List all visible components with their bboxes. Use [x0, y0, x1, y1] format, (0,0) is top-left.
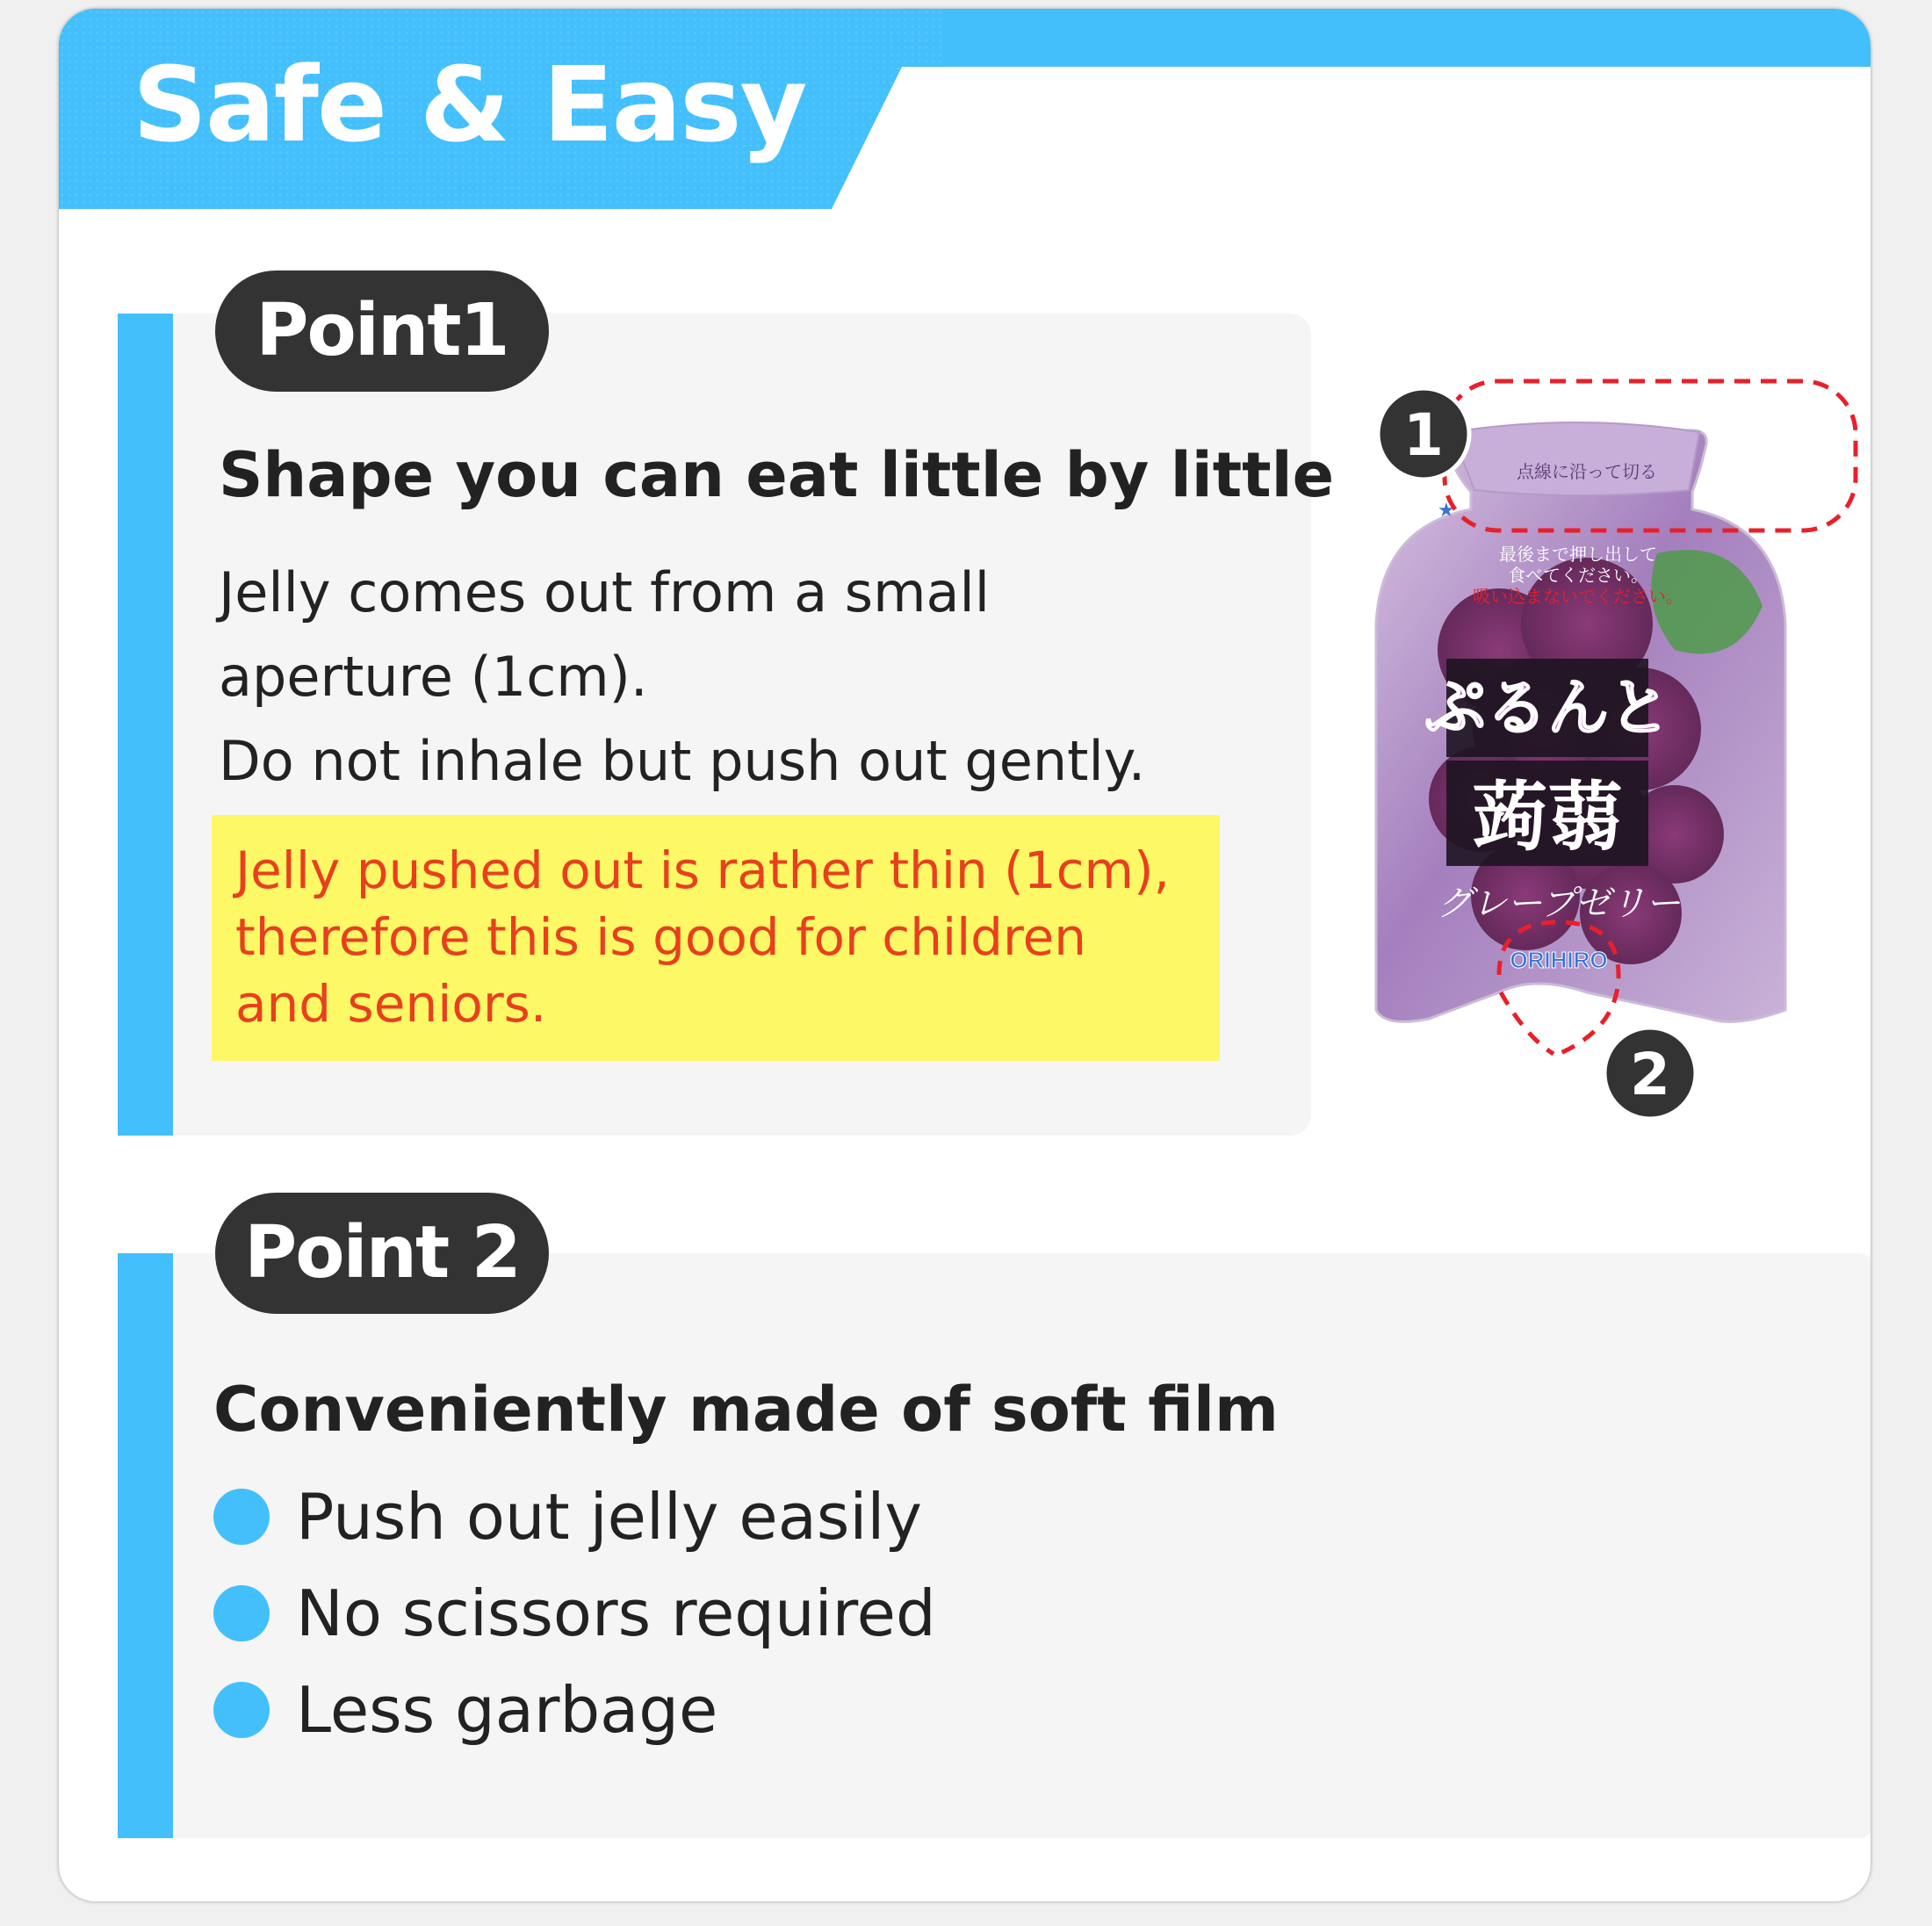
- point1-badge: Point1: [215, 271, 549, 392]
- point1-body-line: aperture (1cm).: [219, 645, 648, 709]
- bullet-dot-icon: [213, 1489, 270, 1545]
- svg-text:1: 1: [1403, 401, 1444, 469]
- pouch-note-line: 吸い込まないでください。: [1473, 586, 1683, 607]
- bullet-dot-icon: [213, 1682, 270, 1738]
- pouch-spout: [1452, 422, 1699, 495]
- point1-accent-bar: [118, 314, 173, 1136]
- bullet-dot-icon: [213, 1585, 270, 1641]
- point2-bullet: [213, 1480, 922, 1554]
- point2-bullet: [213, 1576, 936, 1650]
- star-icon: ★: [1438, 499, 1455, 521]
- highlight-line: therefore this is good for children: [235, 907, 1087, 967]
- callout-2-marker: [1604, 1028, 1696, 1119]
- section-title: Safe & Easy: [133, 44, 806, 165]
- jelly-pouch-image: [1323, 360, 1871, 1133]
- info-card: [59, 9, 1871, 1901]
- pouch-note-line: 最後まで押し出して: [1499, 544, 1657, 565]
- brand-name-main: 蒟蒻: [1472, 773, 1623, 862]
- point1-heading: Shape you can eat little by little: [219, 439, 1335, 511]
- pouch-note-line: 食べてください。: [1508, 565, 1648, 586]
- callout-1-marker: [1378, 388, 1469, 480]
- flavor-label: グレープゼリー: [1437, 884, 1681, 924]
- brand-name-top: ぷるんと: [1424, 671, 1670, 744]
- highlight-line: and seniors.: [235, 974, 547, 1034]
- point2-bullet: [213, 1673, 718, 1747]
- point2-badge: Point 2: [215, 1193, 549, 1314]
- point1-highlight-box: [212, 815, 1220, 1061]
- svg-text:2: 2: [1630, 1041, 1670, 1108]
- point2-accent-bar: [118, 1253, 173, 1838]
- maker-logo: ORIHIRO: [1510, 947, 1608, 973]
- bullet-text: Less garbage: [296, 1673, 718, 1747]
- highlight-line: Jelly pushed out is rather thin (1cm),: [235, 840, 1171, 900]
- point1-body-line: Do not inhale but push out gently.: [219, 729, 1146, 793]
- callout-2-outline: [1501, 992, 1554, 1054]
- point1-body-line: Jelly comes out from a small: [219, 560, 990, 624]
- bullet-text: No scissors required: [296, 1576, 936, 1650]
- pouch-cut-text: 点線に沿って切る: [1517, 461, 1657, 482]
- point2-heading: Conveniently made of soft film: [213, 1374, 1279, 1446]
- bullet-text: Push out jelly easily: [296, 1480, 922, 1554]
- product-illustration: [1323, 360, 1871, 1133]
